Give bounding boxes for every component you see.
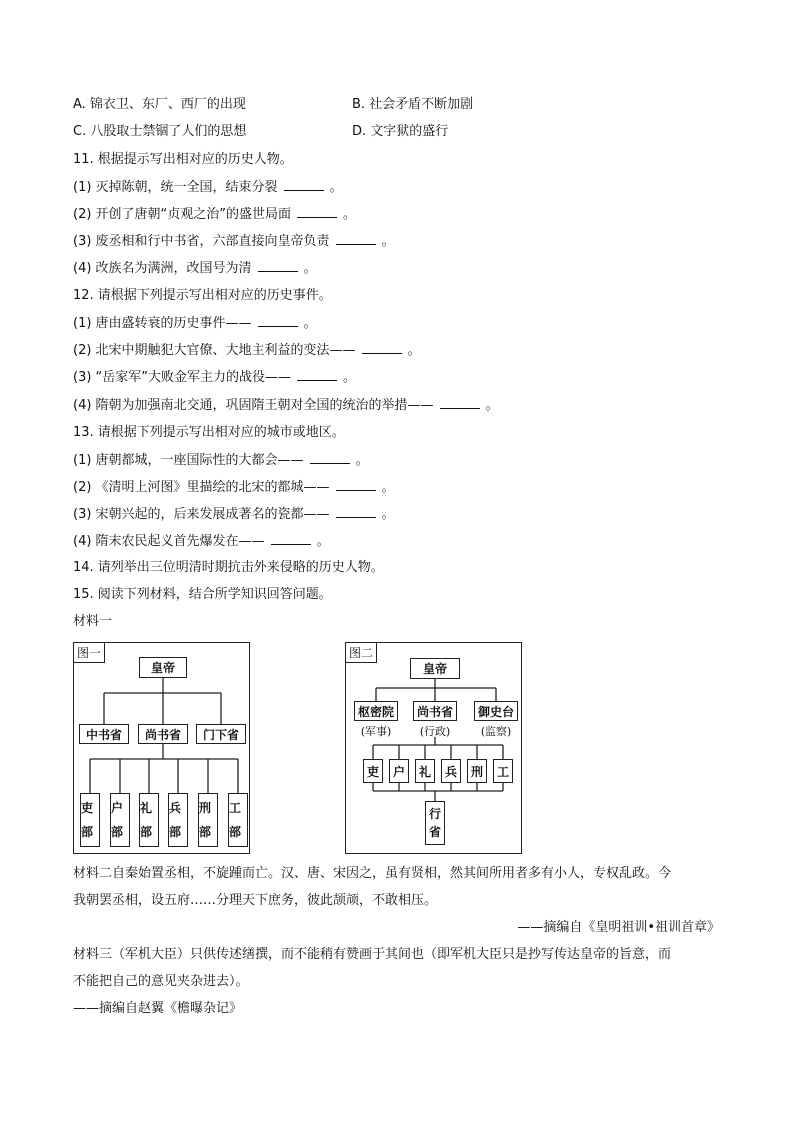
q12-item-3: (3) “岳家军”大败金军主力的战役—— 。 (73, 370, 357, 385)
q15-title: 15. 阅读下列材料，结合所学知识回答问题。 (73, 587, 332, 602)
answer-blank[interactable] (297, 368, 337, 381)
q11-title: 11. 根据提示写出相对应的历史人物。 (73, 152, 293, 167)
q13-item-3: (3) 宋朝兴起的，后来发展成著名的瓷都—— 。 (73, 507, 395, 522)
answer-blank[interactable] (310, 451, 350, 464)
option-a: A. 锦衣卫、东厂、西厂的出现 (73, 97, 246, 112)
fig2-ministry-1: 吏 (363, 759, 383, 783)
answer-blank[interactable] (362, 341, 402, 354)
fig1-ministry-1: 吏部 (80, 793, 100, 847)
fig2-branch-1: 枢密院 (354, 701, 398, 721)
q13-title: 13. 请根据下列提示写出相对应的城市或地区。 (73, 425, 345, 440)
fig2-ministry-5: 刑 (467, 759, 487, 783)
material2-line2: 我朝罢丞相，设五府……分理天下庶务，彼此颉颃，不敢相压。 (73, 893, 438, 908)
fig2-province: 行省 (425, 801, 445, 845)
q13-item-4: (4) 隋末农民起义首先爆发在—— 。 (73, 534, 330, 549)
fig2-branch-note-1: (军事) (360, 725, 392, 738)
option-b: B. 社会矛盾不断加剧 (352, 97, 474, 112)
fig2-ministry-2: 户 (389, 759, 409, 783)
q11-item-2: (2) 开创了唐朝“贞观之治”的盛世局面 。 (73, 207, 357, 222)
material1-label: 材料一 (73, 614, 113, 629)
option-d: D. 文字狱的盛行 (352, 124, 449, 139)
answer-blank[interactable] (336, 232, 376, 245)
answer-blank[interactable] (258, 259, 298, 272)
fig1-label: 图一 (74, 643, 105, 663)
q12-title: 12. 请根据下列提示写出相对应的历史事件。 (73, 288, 332, 303)
answer-blank[interactable] (336, 478, 376, 491)
fig1-ministry-2: 户部 (110, 793, 130, 847)
fig1-ministry-6: 工部 (228, 793, 248, 847)
fig2-branch-2: 尚书省 (413, 701, 457, 721)
fig2-ministry-6: 工 (493, 759, 513, 783)
material2-source: ——摘编自《皇明祖训•祖训首章》 (517, 920, 720, 935)
q12-item-4: (4) 隋朝为加强南北交通，巩固隋王朝对全国的统治的举措—— 。 (73, 398, 499, 413)
q11-item-4: (4) 改族名为满洲，改国号为清 。 (73, 261, 317, 276)
fig1-branch-2: 尚书省 (138, 724, 188, 744)
fig2-branch-3: 御史台 (474, 701, 518, 721)
material3-line2: 不能把自己的意见夹杂进去）。 (73, 974, 249, 989)
answer-blank[interactable] (440, 396, 480, 409)
material2-line1: 材料二自秦始置丞相，不旋踵而亡。汉、唐、宋因之，虽有贤相，然其间所用者多有小人，专权乱政。今 (73, 866, 672, 881)
fig2-branch-note-2: (行政) (419, 725, 451, 738)
fig1-branch-3: 门下省 (196, 724, 246, 744)
q13-item-2: (2) 《清明上河图》里描绘的北宋的都城—— 。 (73, 480, 395, 495)
answer-blank[interactable] (271, 532, 311, 545)
material3-line1: 材料三（军机大臣）只供传述缮撰，而不能稍有赞画于其间也（即军机大臣只是抄写传达皇帝的旨意，而 (73, 947, 672, 962)
diagram-fig2 (345, 642, 522, 854)
answer-blank[interactable] (297, 205, 337, 218)
diagram-fig1 (73, 642, 250, 854)
fig2-ministry-4: 兵 (441, 759, 461, 783)
fig2-ministry-3: 礼 (415, 759, 435, 783)
fig1-ministry-4: 兵部 (168, 793, 188, 847)
option-c: C. 八股取士禁锢了人们的思想 (73, 124, 247, 139)
q14-title: 14. 请列举出三位明清时期抗击外来侵略的历史人物。 (73, 560, 384, 575)
fig1-ministry-3: 礼部 (139, 793, 159, 847)
fig2-emperor: 皇帝 (410, 658, 460, 679)
fig1-branch-1: 中书省 (79, 724, 129, 744)
q12-item-2: (2) 北宋中期触犯大官僚、大地主利益的变法—— 。 (73, 343, 421, 358)
answer-blank[interactable] (336, 505, 376, 518)
answer-blank[interactable] (258, 314, 298, 327)
answer-blank[interactable] (284, 178, 324, 191)
q11-item-1: (1) 灭掉陈朝，统一全国，结束分裂 。 (73, 180, 343, 195)
q11-item-3: (3) 废丞相和行中书省，六部直接向皇帝负责 。 (73, 234, 395, 249)
q13-item-1: (1) 唐朝都城，一座国际性的大都会—— 。 (73, 453, 369, 468)
fig2-label: 图二 (346, 643, 377, 663)
material3-source: ——摘编自赵翼《檐曝杂记》 (73, 1001, 243, 1016)
q12-item-1: (1) 唐由盛转衰的历史事件—— 。 (73, 316, 317, 331)
fig1-ministry-5: 刑部 (198, 793, 218, 847)
fig2-branch-note-3: (监察) (480, 725, 512, 738)
fig1-emperor: 皇帝 (139, 657, 187, 678)
